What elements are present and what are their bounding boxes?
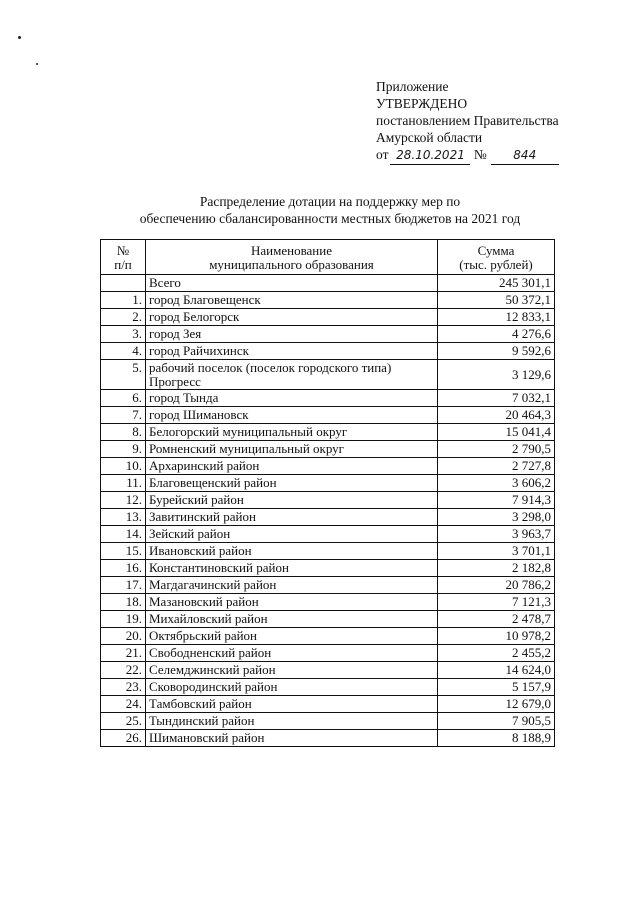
table-row (101, 441, 555, 458)
table-row (101, 611, 555, 628)
approval-region-label: Амурской области (376, 130, 483, 145)
row-sum-cell: 7 914,3 (438, 492, 555, 509)
table-row (101, 509, 555, 526)
approval-decree-label: постановлением Правительства (376, 113, 559, 128)
row-number-cell: 3. (101, 326, 146, 343)
total-row (101, 275, 555, 292)
row-name-cell: город Белогорск (146, 309, 438, 326)
handwritten-number: 844 (491, 147, 559, 165)
row-sum-cell: 9 592,6 (438, 343, 555, 360)
row-name-cell: Мазановский район (146, 594, 438, 611)
row-sum-cell: 4 276,6 (438, 326, 555, 343)
date-prefix: от (376, 147, 389, 162)
header-sum-line2: (тыс. рублей) (459, 257, 533, 272)
approval-appendix-label: Приложение (376, 79, 449, 94)
approval-approved-label: УТВЕРЖДЕНО (376, 96, 468, 111)
row-number-cell: 22. (101, 662, 146, 679)
row-sum-cell: 2 455,2 (438, 645, 555, 662)
table-row (101, 730, 555, 747)
document-title-line1: Распределение дотации на поддержку мер по (199, 194, 461, 209)
header-sum (438, 240, 555, 275)
row-name-cell: Архаринский район (146, 458, 438, 475)
row-name-cell: Константиновский район (146, 560, 438, 577)
row-number-cell: 8. (101, 424, 146, 441)
row-name-cell: Шимановский район (146, 730, 438, 747)
table-row (101, 560, 555, 577)
table-header-row (101, 240, 555, 275)
row-number-cell: 5. (101, 360, 146, 390)
scan-speck (18, 36, 21, 39)
row-name-cell: город Благовещенск (146, 292, 438, 309)
row-sum-cell: 20 786,2 (438, 577, 555, 594)
row-sum-cell: 7 121,3 (438, 594, 555, 611)
row-name-cell: Магдагачинский район (146, 577, 438, 594)
table-row (101, 390, 555, 407)
row-name-cell: Селемджинский район (146, 662, 438, 679)
row-number-cell: 7. (101, 407, 146, 424)
table-row (101, 492, 555, 509)
row-name-cell: город Тында (146, 390, 438, 407)
table-row (101, 343, 555, 360)
row-name-cell: Ивановский район (146, 543, 438, 560)
document-title-line2: обеспечению сбалансированности местных бюджетов на 2021 год (139, 211, 521, 226)
scan-speck (36, 63, 38, 65)
row-sum-cell: 15 041,4 (438, 424, 555, 441)
row-sum-cell: 50 372,1 (438, 292, 555, 309)
row-name-cell: Благовещенский район (146, 475, 438, 492)
row-name-cell: Свободненский район (146, 645, 438, 662)
total-sum-cell: 245 301,1 (438, 275, 555, 292)
row-name-cell: рабочий поселок (поселок городского типа) Прогресс (146, 360, 438, 390)
row-name-cell: Тамбовский район (146, 696, 438, 713)
row-sum-cell: 7 905,5 (438, 713, 555, 730)
row-number-cell: 26. (101, 730, 146, 747)
header-name-line2: муниципального образования (209, 257, 374, 272)
row-number-cell: 12. (101, 492, 146, 509)
row-sum-cell: 10 978,2 (438, 628, 555, 645)
table-row (101, 696, 555, 713)
row-name-cell: город Зея (146, 326, 438, 343)
handwritten-date: 28.10.2021 (390, 147, 470, 165)
row-number-cell: 17. (101, 577, 146, 594)
row-number-cell: 13. (101, 509, 146, 526)
row-number-cell: 2. (101, 309, 146, 326)
row-number-cell: 14. (101, 526, 146, 543)
table-row (101, 713, 555, 730)
row-sum-cell: 20 464,3 (438, 407, 555, 424)
header-name (146, 240, 438, 275)
row-number-cell: 4. (101, 343, 146, 360)
document-title (100, 193, 560, 227)
row-name-cell: Тындинский район (146, 713, 438, 730)
row-name-cell: Завитинский район (146, 509, 438, 526)
row-sum-cell: 3 701,1 (438, 543, 555, 560)
row-number-cell: 15. (101, 543, 146, 560)
row-sum-cell: 12 679,0 (438, 696, 555, 713)
row-number-cell: 24. (101, 696, 146, 713)
row-sum-cell: 14 624,0 (438, 662, 555, 679)
table-row (101, 360, 555, 390)
row-number-cell: 18. (101, 594, 146, 611)
table-row (101, 407, 555, 424)
table-row (101, 292, 555, 309)
total-label-cell: Всего (146, 275, 438, 292)
header-name-line1: Наименование (251, 243, 332, 258)
row-sum-cell: 12 833,1 (438, 309, 555, 326)
row-number-cell: 21. (101, 645, 146, 662)
table-row (101, 594, 555, 611)
row-sum-cell: 3 606,2 (438, 475, 555, 492)
row-number-cell: 11. (101, 475, 146, 492)
table-row (101, 309, 555, 326)
table-row (101, 679, 555, 696)
row-name-cell: Белогорский муниципальный округ (146, 424, 438, 441)
table-row (101, 424, 555, 441)
row-number-cell: 6. (101, 390, 146, 407)
row-number-cell: 1. (101, 292, 146, 309)
header-number-line1: № (116, 243, 130, 258)
row-number-cell: 16. (101, 560, 146, 577)
row-number-cell: 9. (101, 441, 146, 458)
table-row (101, 326, 555, 343)
approval-block (376, 78, 559, 165)
row-name-cell: город Райчихинск (146, 343, 438, 360)
table-row (101, 645, 555, 662)
row-name-cell: Михайловский район (146, 611, 438, 628)
row-sum-cell: 2 790,5 (438, 441, 555, 458)
approval-date-number-line (376, 146, 559, 165)
row-name-cell: Октябрьский район (146, 628, 438, 645)
header-number (101, 240, 146, 275)
table-row (101, 543, 555, 560)
number-sign: № (473, 147, 487, 162)
row-name-cell: Ромненский муниципальный округ (146, 441, 438, 458)
row-number-cell: 23. (101, 679, 146, 696)
row-sum-cell: 5 157,9 (438, 679, 555, 696)
row-sum-cell: 3 129,6 (438, 360, 555, 390)
row-sum-cell: 3 963,7 (438, 526, 555, 543)
row-sum-cell: 2 478,7 (438, 611, 555, 628)
row-number-cell: 25. (101, 713, 146, 730)
table-row (101, 458, 555, 475)
row-number-cell: 10. (101, 458, 146, 475)
row-name-cell: Зейский район (146, 526, 438, 543)
row-name-cell: город Шимановск (146, 407, 438, 424)
table-row (101, 526, 555, 543)
table-row (101, 475, 555, 492)
total-number-cell (101, 275, 146, 292)
header-number-line2: п/п (114, 257, 132, 272)
row-sum-cell: 2 727,8 (438, 458, 555, 475)
header-sum-line1: Сумма (477, 243, 515, 258)
table-row (101, 577, 555, 594)
table-row (101, 662, 555, 679)
table-row (101, 628, 555, 645)
row-sum-cell: 8 188,9 (438, 730, 555, 747)
row-sum-cell: 3 298,0 (438, 509, 555, 526)
distribution-table (100, 239, 555, 747)
row-sum-cell: 7 032,1 (438, 390, 555, 407)
row-number-cell: 20. (101, 628, 146, 645)
row-number-cell: 19. (101, 611, 146, 628)
row-name-cell: Бурейский район (146, 492, 438, 509)
row-name-cell: Сковородинский район (146, 679, 438, 696)
row-sum-cell: 2 182,8 (438, 560, 555, 577)
